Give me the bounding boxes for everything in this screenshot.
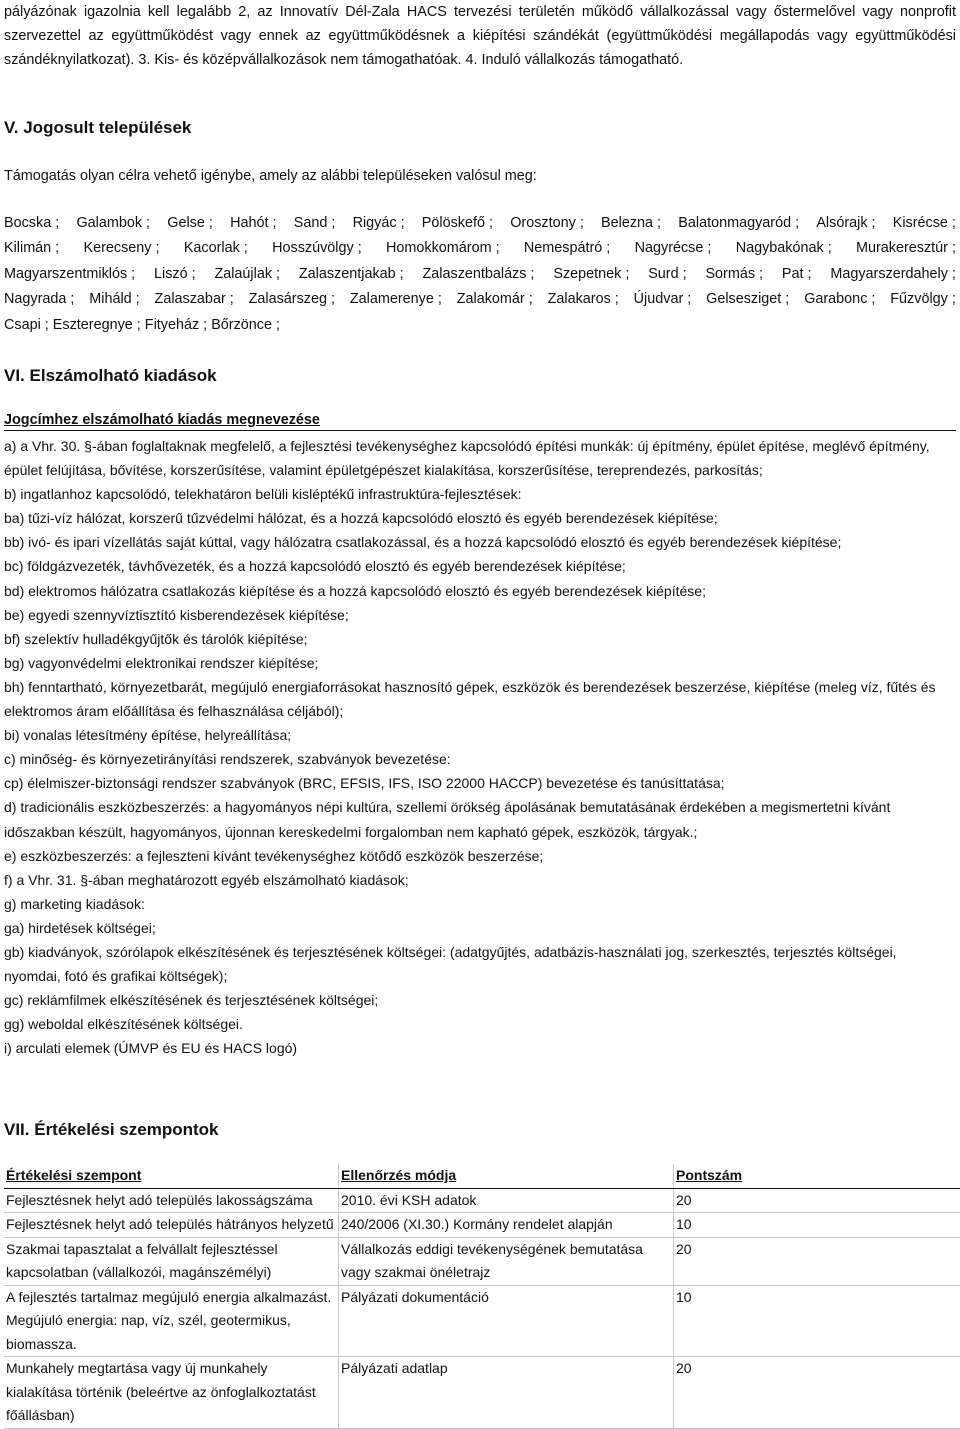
- town-name: Kilimán ;: [4, 236, 59, 261]
- town-name: Bőrzönce ;: [211, 313, 280, 338]
- cost-item: bg) vagyonvédelmi elektronikai rendszer kiépítése;: [4, 651, 956, 675]
- cost-item: i) arculati elemek (ÚMVP és EU és HACS logó): [4, 1036, 956, 1060]
- town-name: Zalakaros ;: [548, 287, 619, 312]
- verification-cell: 2010. évi KSH adatok: [339, 1188, 674, 1213]
- town-name: Pat ;: [782, 262, 812, 287]
- section-v-title: V. Jogosult települések: [4, 118, 191, 138]
- town-name: Miháld ;: [89, 287, 139, 312]
- intro-line-2: szervezettel az együttműködést vagy ennek az együttműködésnek a kiépítési szándékát (együttműködési megállapodás vagy együttműködési: [4, 24, 956, 48]
- section-vi-title: VI. Elszámolható kiadások: [4, 366, 217, 386]
- town-name: Zalakomár ;: [457, 287, 533, 312]
- cost-item: d) tradicionális eszközbeszerzés: a hagyományos népi kultúra, szellemi örökség ápolásának bemutatásának érdekében a megismertetni kívánt időszakban készült, hagyományos, újonnan kereskedelmi forgalomban nem kapható gépek, eszközök, tárgyak.;: [4, 795, 956, 843]
- town-name: Murakeresztúr ;: [856, 236, 956, 261]
- town-name: Hahót ;: [230, 211, 276, 236]
- verification-cell: 240/2006 (XI.30.) Kormány rendelet alapján: [339, 1213, 674, 1238]
- town-name: Bocska ;: [4, 211, 59, 236]
- town-name: Sormás ;: [705, 262, 763, 287]
- evaluation-table: [4, 1164, 960, 1429]
- town-name: Nagybakónak ;: [736, 236, 832, 261]
- table-row: [4, 1213, 960, 1238]
- cost-item: bc) földgázvezeték, távhővezeték, és a hozzá kapcsolódó elosztó és egyéb berendezések kiépítése;: [4, 554, 956, 578]
- town-name: Galambok ;: [76, 211, 150, 236]
- verification-cell: Pályázati adatlap: [339, 1357, 674, 1429]
- points-cell: 10: [674, 1285, 960, 1357]
- town-name: Zalaszabar ;: [155, 287, 234, 312]
- cost-item: e) eszközbeszerzés: a fejleszteni kívánt tevékenységhez kötődő eszközök beszerzése;: [4, 844, 956, 868]
- town-name: Kacorlak ;: [184, 236, 248, 261]
- cost-list-header: Jogcímhez elszámolható kiadás megnevezése: [4, 412, 956, 431]
- cost-item: bh) fenntartható, környezetbarát, megújuló energiaforrásokat hasznosító gépek, eszközök és berendezések beszerzése, kiépítése (meleg víz, fűtés és elektromos áram előállítása és felhasználása céljából);: [4, 675, 956, 723]
- cost-item: cp) élelmiszer-biztonsági rendszer szabványok (BRC, EFSIS, IFS, ISO 22000 HACCP) bevezetése és tanúsíttatása;: [4, 771, 956, 795]
- cost-item: ba) tűzi-víz hálózat, korszerű tűzvédelmi hálózat, és a hozzá kapcsolódó elosztó és egyéb berendezések kiépítése;: [4, 506, 956, 530]
- town-name: Orosztony ;: [510, 211, 584, 236]
- criterion-cell: Fejlesztésnek helyt adó település lakosságszáma: [4, 1188, 339, 1213]
- points-cell: 20: [674, 1237, 960, 1285]
- town-name: Nagyrada ;: [4, 287, 74, 312]
- section-v-lead: Támogatás olyan célra vehető igénybe, amely az alábbi településeken valósul meg:: [4, 168, 537, 184]
- town-name: Homokkomárom ;: [386, 236, 500, 261]
- town-line: [4, 313, 956, 338]
- intro-paragraph: [4, 0, 956, 73]
- cost-item: bb) ivó- és ipari vízellátás saját kúttal, vagy hálózatra csatlakozással, és a hozzá kapcsolódó elosztó és egyéb berendezések kiépítése;: [4, 530, 956, 554]
- cost-item: b) ingatlanhoz kapcsolódó, telekhatáron belüli kisléptékű infrastruktúra-fejlesztések:: [4, 482, 956, 506]
- points-cell: 20: [674, 1357, 960, 1429]
- town-name: Belezna ;: [601, 211, 661, 236]
- town-name: Fűzvölgy ;: [890, 287, 956, 312]
- cost-item: ga) hirdetések költségei;: [4, 916, 956, 940]
- cost-item: g) marketing kiadások:: [4, 892, 956, 916]
- header-verification: Ellenőrzés módja: [339, 1164, 674, 1188]
- cost-item: be) egyedi szennyvíztisztító kisberendezések kiépítése;: [4, 603, 956, 627]
- town-line: [4, 236, 956, 261]
- verification-cell: Pályázati dokumentáció: [339, 1285, 674, 1357]
- town-name: Csapi ;: [4, 313, 49, 338]
- cost-list: [4, 434, 956, 1060]
- points-cell: 20: [674, 1188, 960, 1213]
- criterion-cell: A fejlesztés tartalmaz megújuló energia alkalmazást. Megújuló energia: nap, víz, szél, geotermikus, biomassza.: [4, 1285, 339, 1357]
- town-name: Zalaújlak ;: [214, 262, 280, 287]
- section-vii-title: VII. Értékelési szempontok: [4, 1120, 218, 1140]
- cost-item: bd) elektromos hálózatra csatlakozás kiépítése és a hozzá kapcsolódó elosztó és egyéb berendezések kiépítése;: [4, 579, 956, 603]
- verification-cell: Vállalkozás eddigi tevékenységének bemutatása vagy szakmai önéletrajz: [339, 1237, 674, 1285]
- town-name: Balatonmagyaród ;: [678, 211, 799, 236]
- town-name: Gelse ;: [167, 211, 213, 236]
- town-name: Zalaszentbalázs ;: [423, 262, 535, 287]
- town-name: Zalaszentjakab ;: [299, 262, 404, 287]
- town-name: Garabonc ;: [804, 287, 875, 312]
- town-name: Kisrécse ;: [893, 211, 956, 236]
- evaluation-table-body: [4, 1188, 960, 1428]
- town-line: [4, 211, 956, 236]
- cost-item: gc) reklámfilmek elkészítésének és terjesztésének költségei;: [4, 988, 956, 1012]
- criterion-cell: Munkahely megtartása vagy új munkahely kialakítása történik (beleértve az önfoglalkoztatást főállásban): [4, 1357, 339, 1429]
- cost-item: gg) weboldal elkészítésének költségei.: [4, 1012, 956, 1036]
- town-name: Surd ;: [648, 262, 686, 287]
- criterion-cell: Szakmai tapasztalat a felvállalt fejlesztéssel kapcsolatban (vállalkozói, magánszémélyi): [4, 1237, 339, 1285]
- town-name: Hosszúvölgy ;: [272, 236, 362, 261]
- town-name: Gelsesziget ;: [706, 287, 789, 312]
- town-line: [4, 287, 956, 312]
- town-list: [4, 211, 956, 338]
- town-name: Alsórajk ;: [816, 211, 875, 236]
- town-name: Újudvar ;: [634, 287, 692, 312]
- cost-item: bf) szelektív hulladékgyűjtők és tárolók kiépítése;: [4, 627, 956, 651]
- criterion-cell: Fejlesztésnek helyt adó település hátrányos helyzetű: [4, 1213, 339, 1238]
- town-name: Liszó ;: [154, 262, 196, 287]
- town-line: [4, 262, 956, 287]
- town-name: Zalasárszeg ;: [249, 287, 335, 312]
- town-name: Szepetnek ;: [553, 262, 629, 287]
- town-name: Fityeház ;: [145, 313, 207, 338]
- table-row: [4, 1188, 960, 1213]
- table-row: [4, 1357, 960, 1429]
- cost-item: bi) vonalas létesítmény építése, helyreállítása;: [4, 723, 956, 747]
- town-name: Magyarszerdahely ;: [830, 262, 956, 287]
- cost-item: a) a Vhr. 30. §-ában foglaltaknak megfelelő, a fejlesztési tevékenységhez kapcsolódó építési munkák: új építmény, épület építése, meglévő építmény, épület felújítása, bővítése, korszerűsítése, valamint épületgépészet kialakítása, korszerűsítése, tereprendezés, parkosítás;: [4, 434, 956, 482]
- table-row: [4, 1237, 960, 1285]
- town-name: Kerecseny ;: [84, 236, 160, 261]
- town-name: Nemespátró ;: [524, 236, 610, 261]
- town-name: Sand ;: [294, 211, 336, 236]
- evaluation-table-header: [4, 1164, 960, 1188]
- town-name: Rigyác ;: [353, 211, 405, 236]
- intro-line-3: szándéknyilatkozat). 3. Kis- és középvállalkozások nem támogathatóak. 4. Induló vállalkozás támogatható.: [4, 48, 956, 72]
- town-name: Zalamerenye ;: [350, 287, 442, 312]
- town-name: Pölöskefő ;: [422, 211, 493, 236]
- intro-line-1: pályázónak igazolnia kell legalább 2, az Innovatív Dél-Zala HACS tervezési területén működő vállalkozással vagy őstermelővel vagy nonprofit: [4, 0, 956, 24]
- header-criterion: Értékelési szempont: [4, 1164, 339, 1188]
- header-points: Pontszám: [674, 1164, 960, 1188]
- town-name: Nagyrécse ;: [635, 236, 712, 261]
- town-name: Eszteregnye ;: [53, 313, 141, 338]
- cost-item: c) minőség- és környezetirányítási rendszerek, szabványok bevezetése:: [4, 747, 956, 771]
- cost-item: gb) kiadványok, szórólapok elkészítésének és terjesztésének költségei: (adatgyűjtés, adatbázis-használati jog, szerkesztés, terjesztés költségei, nyomdai, fotó és grafikai költségek);: [4, 940, 956, 988]
- points-cell: 10: [674, 1213, 960, 1238]
- table-row: [4, 1285, 960, 1357]
- cost-item: f) a Vhr. 31. §-ában meghatározott egyéb elszámolható kiadások;: [4, 868, 956, 892]
- town-name: Magyarszentmiklós ;: [4, 262, 135, 287]
